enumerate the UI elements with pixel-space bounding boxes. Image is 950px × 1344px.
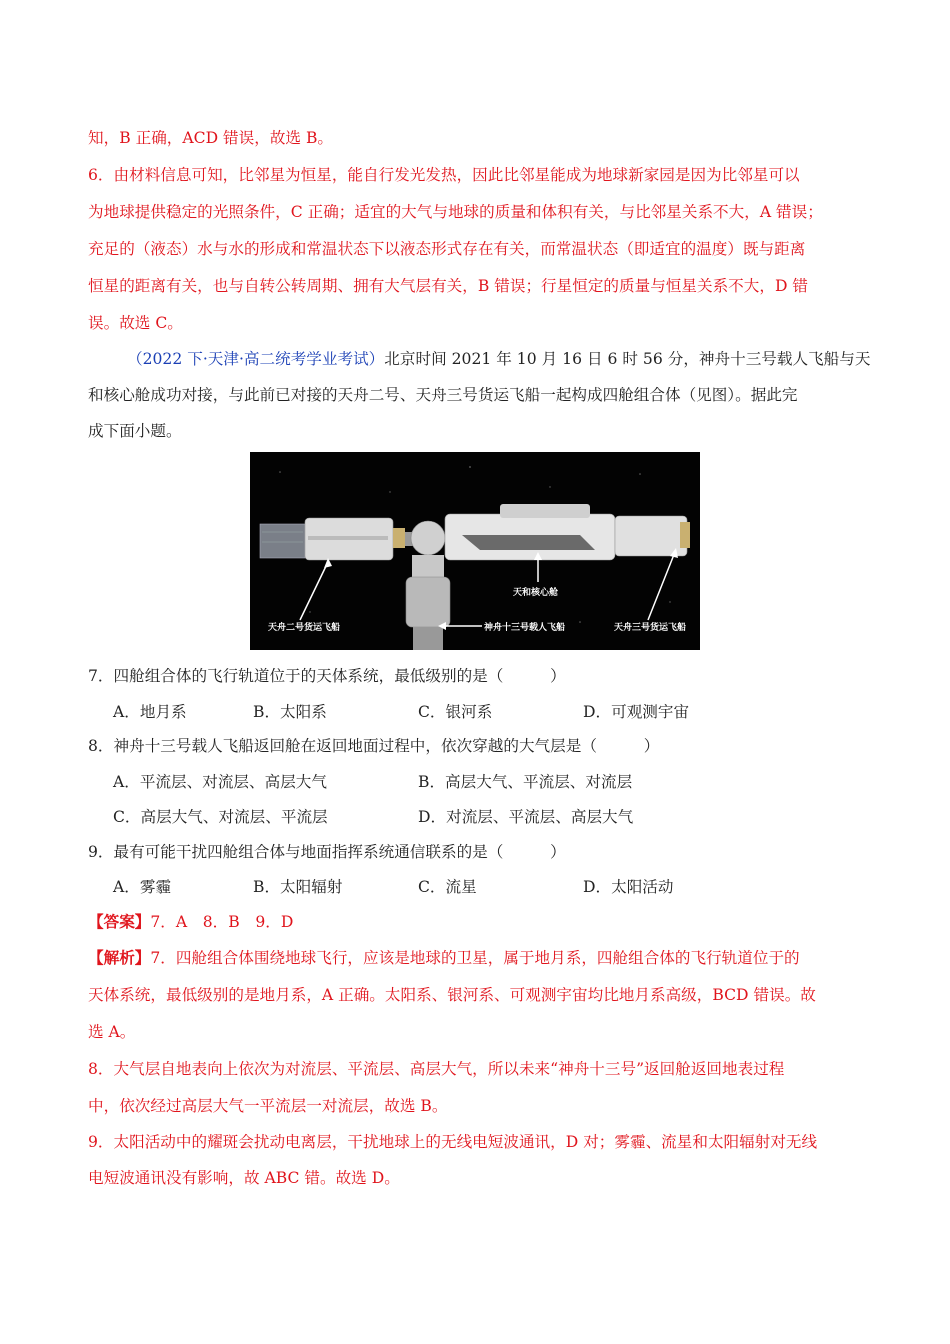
intro-line-1 [127, 349, 870, 369]
intro-line-2: 和核心舱成功对接，与此前已对接的天舟二号、天舟三号货运飞船一起构成四舱组合体（见图）。据此完 [88, 386, 798, 404]
answer-text: 7．A 8．B 9．D [150, 913, 294, 931]
prev-answer-line: 知，B 正确，ACD 错误，故选 B。 [88, 129, 334, 147]
space-station-illustration [250, 452, 700, 650]
q7-option-c: C．银河系 [418, 703, 493, 721]
q9-stem: 9．最有可能干扰四舱组合体与地面指挥系统通信联系的是（ ） [88, 843, 566, 861]
q6-analysis-line-2: 为地球提供稳定的光照条件，C 正确；适宜的大气与地球的质量和体积有关，与比邻星关系不大，A 错误； [88, 203, 823, 221]
analysis-a7-1: 7．四舱组合体围绕地球飞行，应该是地球的卫星，属于地月系，四舱组合体的飞行轨道位于的 [150, 949, 800, 967]
answer-line [88, 912, 293, 932]
answer-tag: 【答案】 [88, 912, 151, 931]
q7-option-d: D．可观测宇宙 [583, 703, 690, 721]
q6-analysis-line-5: 误。故选 C。 [88, 314, 183, 332]
q8-option-d: D．对流层、平流层、高层大气 [418, 808, 634, 826]
analysis-a8-2: 中，依次经过高层大气一平流层一对流层，故选 B。 [88, 1097, 448, 1115]
q7-option-a: A．地月系 [113, 703, 187, 721]
q6-analysis-line-1: 6．由材料信息可知，比邻星为恒星，能自行发光发热，因此比邻星能成为地球新家园是因为比邻星可以 [88, 166, 800, 184]
q7-option-b: B．太阳系 [253, 703, 327, 721]
analysis-a9-2: 电短波通讯没有影响，故 ABC 错。故选 D。 [88, 1169, 400, 1187]
q8-option-b: B．高层大气、平流层、对流层 [418, 773, 633, 791]
intro-text-1: 北京时间 2021 年 10 月 16 日 6 时 56 分，神舟十三号载人飞船与天 [384, 350, 871, 368]
space-station-figure [250, 452, 700, 650]
label-tianzhou2: 天舟二号货运飞船 [268, 623, 341, 633]
q9-option-a: A．雾霾 [113, 878, 172, 896]
analysis-a8-1: 8．大气层自地表向上依次为对流层、平流层、高层大气，所以未来“神舟十三号”返回舱返回地表过程 [88, 1060, 785, 1078]
q8-stem: 8．神舟十三号载人飞船返回舱在返回地面过程中，依次穿越的大气层是（ ） [88, 737, 660, 755]
intro-line-3: 成下面小题。 [88, 422, 182, 440]
label-tianhe: 天和核心舱 [513, 588, 559, 598]
q9-option-d: D．太阳活动 [583, 878, 674, 896]
label-tianzhou3: 天舟三号货运飞船 [614, 623, 687, 633]
intro-source: （2022 下·天津·高二统考学业考试） [127, 350, 385, 368]
analysis-a7-3: 选 A。 [88, 1023, 136, 1041]
q9-option-c: C．流星 [418, 878, 477, 896]
analysis-a7-2: 天体系统，最低级别的是地月系，A 正确。太阳系、银河系、可观测宇宙均比地月系高级，BCD 错误。故 [88, 986, 816, 1004]
analysis-line-1 [88, 948, 800, 968]
q9-option-b: B．太阳辐射 [253, 878, 343, 896]
q6-analysis-line-4: 恒星的距离有关，也与自转公转周期、拥有大气层有关，B 错误；行星恒定的质量与恒星关系不大，D 错 [88, 277, 809, 295]
q8-option-c: C．高层大气、对流层、平流层 [113, 808, 328, 826]
q6-analysis-line-3: 充足的（液态）水与水的形成和常温状态下以液态形式存在有关，而常温状态（即适宜的温度）既与距离 [88, 240, 806, 258]
label-shenzhou13: 神舟十三号载人飞船 [484, 623, 566, 633]
q7-stem: 7．四舱组合体的飞行轨道位于的天体系统，最低级别的是（ ） [88, 667, 566, 685]
q8-option-a: A．平流层、对流层、高层大气 [113, 773, 327, 791]
analysis-tag: 【解析】 [88, 948, 151, 967]
analysis-a9-1: 9．太阳活动中的耀斑会扰动电离层，干扰地球上的无线电短波通讯，D 对；雾霾、流星和太阳辐射对无线 [88, 1133, 818, 1151]
